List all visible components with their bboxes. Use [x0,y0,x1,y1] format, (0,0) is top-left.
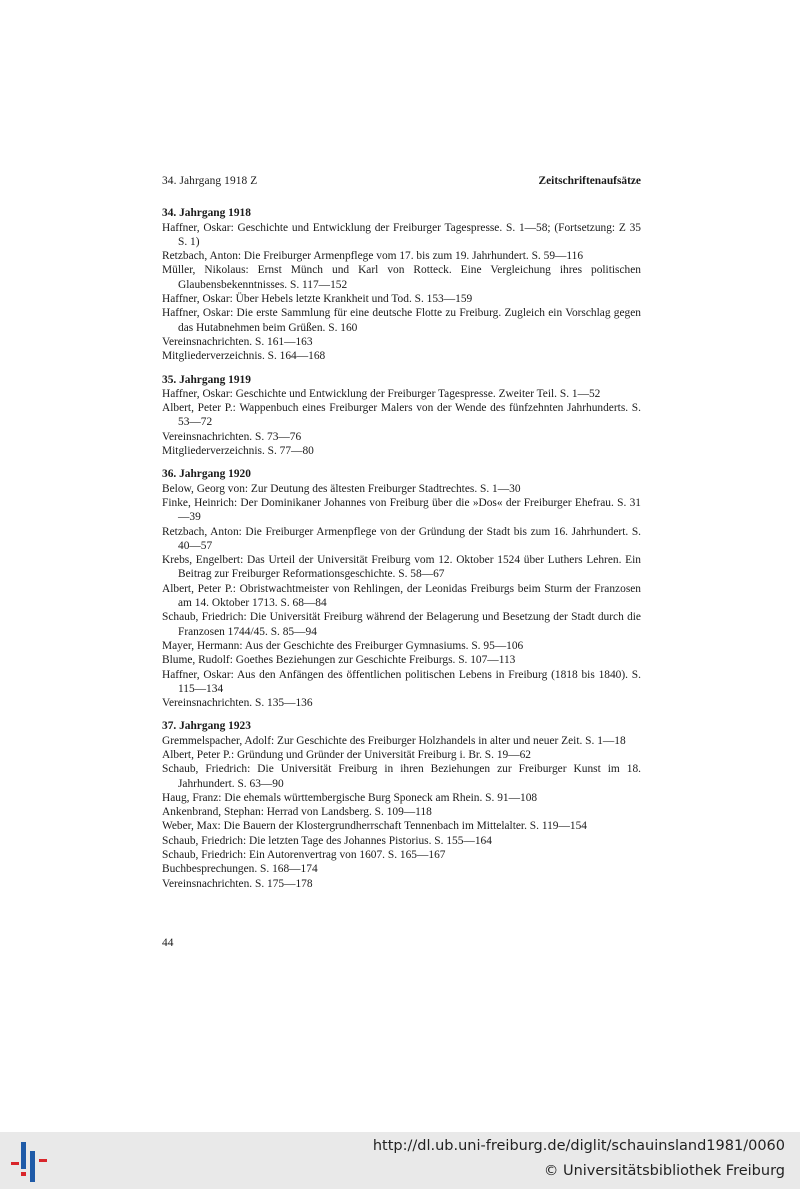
bibliography-entry: Ankenbrand, Stephan: Herrad von Landsberg. S. 109—118 [162,806,432,819]
volume-section [162,206,641,363]
bibliography-entry: Finke, Heinrich: Der Dominikaner Johannes von Freiburg über die »Dos« der Freiburger Ehefrau. S. 31—39 [162,496,641,524]
bibliography-entry: Haffner, Oskar: Geschichte und Entwicklung der Freiburger Tagespresse. Zweiter Teil. S. 1—52 [162,387,601,400]
bibliography-entry: Schaub, Friedrich: Die letzten Tage des Johannes Pistorius. S. 155—164 [162,834,492,847]
bibliography-entry: Albert, Peter P.: Gründung und Gründer der Universität Freiburg i. Br. S. 19—62 [162,748,531,761]
bibliography-entry: Haffner, Oskar: Geschichte und Entwicklung der Freiburger Tagespresse. S. 1—58; (Fortsetzung: Z 35 S. 1) [162,221,641,248]
sections-container [162,206,641,891]
volume-section [162,373,641,459]
running-head-left: 34. Jahrgang 1918 Z [162,175,258,187]
bibliography-entry: Blume, Rudolf: Goethes Beziehungen zur Geschichte Freiburgs. S. 107—113 [162,654,516,667]
volume-heading: 37. Jahrgang 1923 [162,720,251,733]
footer-copyright: © Universitätsbibliothek Freiburg [543,1163,785,1179]
volume-heading: 35. Jahrgang 1919 [162,373,251,386]
bibliography-entry: Buchbesprechungen. S. 168—174 [162,863,318,876]
bibliography-entry: Mayer, Hermann: Aus der Geschichte des Freiburger Gymnasiums. S. 95—106 [162,639,524,652]
bibliography-entry: Schaub, Friedrich: Die Universität Freiburg während der Belagerung und Besetzung der Stadt durch die Franzosen 1744/45. S. 85—94 [162,611,641,638]
footer-url-link[interactable]: http://dl.ub.uni-freiburg.de/diglit/schauinsland1981/0060 [372,1138,785,1154]
volume-heading: 34. Jahrgang 1918 [162,207,251,220]
bibliography-entry: Retzbach, Anton: Die Freiburger Armenpflege von der Gründung der Stadt bis zum 16. Jahrhundert. S. 40—57 [162,525,641,552]
bibliography-entry: Müller, Nikolaus: Ernst Münch und Karl von Rotteck. Eine Vergleichung ihres politischen Glaubensbekenntnisses. S. 117—152 [162,264,641,291]
bibliography-entry: Gremmelspacher, Adolf: Zur Geschichte des Freiburger Holzhandels in alter und neuer Zeit. S. 1—18 [162,734,626,747]
bibliography-entry: Below, Georg von: Zur Deutung des ältesten Freiburger Stadtrechtes. S. 1—30 [162,482,521,495]
footer-bar [0,1132,800,1189]
bibliography-entry: Haffner, Oskar: Über Hebels letzte Krankheit und Tod. S. 153—159 [162,293,473,306]
volume-section [162,719,641,891]
volume-section [162,467,641,710]
bibliography-entry: Schaub, Friedrich: Ein Autorenvertrag von 1607. S. 165—167 [162,849,446,862]
bibliography-entry: Haug, Franz: Die ehemals württembergische Burg Sponeck am Rhein. S. 91—108 [162,791,538,804]
running-head-right: Zeitschriftenaufsätze [538,175,641,187]
bibliography-entry: Haffner, Oskar: Aus den Anfängen des öffentlichen politischen Lebens in Freiburg (1818 bis 1840). S. 115—134 [162,668,641,695]
document-page [162,174,641,900]
bibliography-entry: Mitgliederverzeichnis. S. 77—80 [162,445,314,458]
volume-heading: 36. Jahrgang 1920 [162,468,251,481]
bibliography-entry: Schaub, Friedrich: Die Universität Freiburg in ihren Beziehungen zur Freiburger Kunst im 18. Jahrhundert. S. 63—90 [162,763,641,790]
bibliography-entry: Vereinsnachrichten. S. 161—163 [162,335,313,348]
bibliography-entry: Vereinsnachrichten. S. 135—136 [162,697,313,710]
bibliography-entry: Haffner, Oskar: Die erste Sammlung für eine deutsche Flotte zu Freiburg. Zugleich ein Vorschlag gegen das Hutabnehmen beim Grüßen. S. 160 [162,307,641,334]
page-number: 44 [162,937,174,949]
bibliography-entry: Vereinsnachrichten. S. 73—76 [162,430,302,443]
bibliography-entry: Albert, Peter P.: Wappenbuch eines Freiburger Malers von der Wende des fünfzehnten Jahrhunderts. S. 53—72 [162,402,641,429]
bibliography-entry: Krebs, Engelbert: Das Urteil der Universität Freiburg vom 12. Oktober 1524 über Luthers Lehren. Ein Beitrag zur Freiburger Reformationsgeschichte. S. 58—67 [162,554,641,581]
ub-freiburg-logo-icon[interactable] [8,1142,52,1182]
running-head [162,174,641,188]
bibliography-entry: Vereinsnachrichten. S. 175—178 [162,877,313,890]
bibliography-entry: Retzbach, Anton: Die Freiburger Armenpflege vom 17. bis zum 19. Jahrhundert. S. 59—116 [162,250,584,263]
bibliography-entry: Albert, Peter P.: Obristwachtmeister von Rehlingen, der Leonidas Freiburgs beim Sturm der Franzosen am 14. Oktober 1713. S. 68—84 [162,582,641,610]
bibliography-entry: Weber, Max: Die Bauern der Klostergrundherrschaft Tennenbach im Mittelalter. S. 119—154 [162,820,587,833]
bibliography-entry: Mitgliederverzeichnis. S. 164—168 [162,350,326,363]
